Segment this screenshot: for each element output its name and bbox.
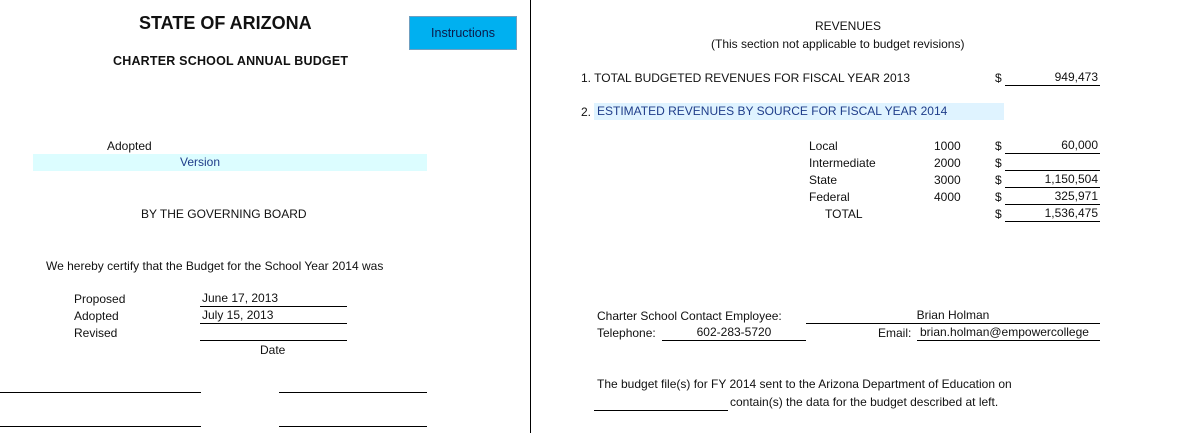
adopted-date: July 15, 2013 (202, 308, 274, 322)
source-name-local: Local (809, 139, 838, 153)
contact-name-field[interactable] (806, 308, 1100, 324)
currency-symbol: $ (995, 190, 1002, 204)
source-value-intermediate-field[interactable] (1005, 155, 1100, 171)
currency-symbol: $ (995, 139, 1002, 153)
signature-line (279, 425, 427, 427)
source-value-intermediate (1098, 155, 1100, 169)
item2-number: 2. (581, 105, 592, 119)
total-revenues-value: 949,473 (1054, 70, 1098, 84)
governing-board-heading: BY THE GOVERNING BOARD (141, 207, 307, 221)
total-revenues-label: 1. TOTAL BUDGETED REVENUES FOR FISCAL YEAR 2013 (581, 71, 910, 85)
source-code-local: 1000 (934, 139, 961, 153)
email-field[interactable] (917, 325, 1100, 341)
source-value-total-field (1005, 206, 1100, 222)
page-title: STATE OF ARIZONA (139, 13, 312, 33)
proposed-label: Proposed (74, 292, 126, 306)
source-code-federal: 4000 (934, 190, 961, 204)
contact-name: Brian Holman (916, 308, 990, 322)
source-value-state-field[interactable] (1005, 172, 1100, 188)
page-subtitle: CHARTER SCHOOL ANNUAL BUDGET (113, 54, 349, 68)
contact-label: Charter School Contact Employee: (597, 309, 782, 323)
budget-file-text-2: contain(s) the data for the budget described at left. (730, 395, 999, 409)
telephone-field[interactable] (662, 325, 806, 341)
total-revenues-field[interactable] (1005, 70, 1100, 86)
revenues-title: REVENUES (814, 19, 882, 33)
submission-date-field[interactable] (594, 409, 728, 411)
email-value: brian.holman@empowercollege (920, 325, 1089, 339)
currency-symbol: $ (995, 156, 1002, 170)
source-value-local: 60,000 (1061, 138, 1098, 152)
signature-line (279, 391, 427, 393)
adopted-field[interactable] (105, 139, 347, 155)
currency-symbol: $ (995, 207, 1002, 221)
source-value-federal-field[interactable] (1005, 189, 1100, 205)
source-name-federal: Federal (809, 190, 850, 204)
proposed-date: June 17, 2013 (202, 291, 279, 305)
date-caption: Date (260, 343, 286, 357)
adopted-row-label: Adopted (74, 309, 119, 323)
source-value-federal: 325,971 (1054, 189, 1098, 203)
currency-symbol: $ (995, 173, 1002, 187)
revenues-note: (This section not applicable to budget revisions) (711, 37, 965, 51)
estimated-revenues-heading (594, 103, 1004, 120)
estimated-revenues-label: ESTIMATED REVENUES BY SOURCE FOR FISCAL YEAR 2014 (597, 104, 948, 118)
source-name-state: State (809, 173, 838, 187)
telephone-value: 602-283-5720 (696, 325, 772, 339)
source-value-state: 1,150,504 (1044, 172, 1098, 186)
source-code-intermediate: 2000 (934, 156, 961, 170)
version-label: Version (179, 155, 221, 169)
source-value-local-field[interactable] (1005, 138, 1100, 154)
source-value-total: 1,536,475 (1044, 206, 1098, 220)
certify-text: We hereby certify that the Budget for the School Year 2014 was (46, 259, 384, 273)
instructions-button[interactable]: Instructions (409, 16, 517, 50)
currency-symbol: $ (995, 71, 1002, 85)
adopted-label: Adopted (107, 139, 152, 153)
revised-label: Revised (74, 326, 118, 340)
signature-line (0, 425, 201, 427)
revised-date-field[interactable] (200, 325, 347, 341)
source-name-total: TOTAL (825, 207, 863, 221)
source-name-intermediate: Intermediate (809, 156, 876, 170)
email-label: Email: (878, 326, 912, 340)
signature-line (0, 391, 201, 393)
telephone-label: Telephone: (597, 326, 656, 340)
source-code-state: 3000 (934, 173, 961, 187)
budget-file-text: The budget file(s) for FY 2014 sent to the Arizona Department of Education on (597, 377, 1012, 391)
version-selector[interactable] (33, 154, 427, 171)
panel-divider (530, 0, 531, 433)
adopted-date-field[interactable] (200, 308, 347, 324)
proposed-date-field[interactable] (200, 291, 347, 307)
